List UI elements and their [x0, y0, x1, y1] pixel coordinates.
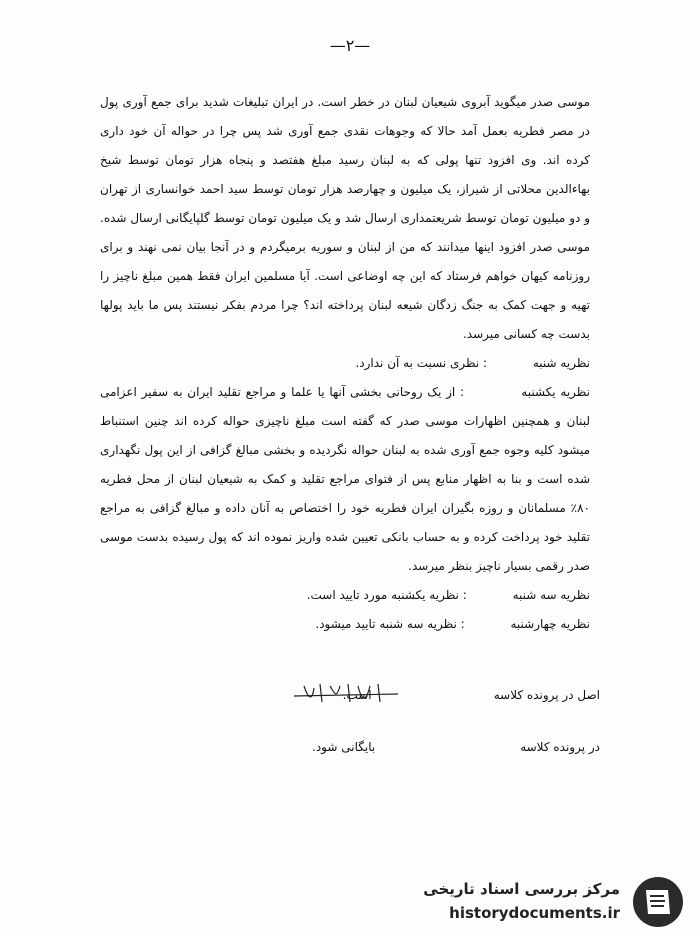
file-reference-copy — [312, 740, 600, 754]
file-reference-original-suffix: است. — [342, 688, 372, 702]
analysis-tuesday — [100, 581, 590, 610]
document-archive-icon — [630, 874, 686, 930]
file-reference-copy-suffix: بایگانی شود. — [312, 740, 376, 754]
analysis-saturday — [100, 349, 590, 378]
analysis-tuesday-text: : نظریه یکشنبه مورد تایید است. — [306, 588, 467, 602]
file-reference-copy-label: در پرونده کلاسه — [520, 740, 600, 754]
blank-line — [471, 588, 509, 602]
watermark-title: مرکز بررسی اسناد تاریخی — [423, 880, 620, 898]
watermark — [402, 872, 692, 932]
blank-line — [491, 356, 529, 370]
blank-line — [469, 385, 517, 399]
analysis-wednesday-label: نظریه چهارشنبه — [510, 617, 590, 631]
paragraph-1: موسی صدر میگوید آبروی شیعیان لبنان در خطر است. در ایران تبلیغات شدید برای جمع آوری پول در مصر فطریه بعمل آمد حالا که وجوهات نقدی جمع آوری شد پس چرا در حواله آن خود داری کرده اند. وی افزود تنها پولی که به لبنان رسید مبلغ هفتصد و پنجاه هزار تومان توسط شیخ بهاءالدین محلاتی از شیراز، یک میلیون و چهارصد هزار تومان توسط سید احمد خوانساری از تهران و دو میلیون تومان توسط شریعتمداری ارسال شد و یک میلیون تومان توسط گلپایگانی ارسال شده. موسی صدر افزود اینها میدانند که من از لبنان و سوریه برمیگردم و در آنجا بیان نمی نهند و برای روزنامه کیهان خواهم فرستاد که این چه اوضاعی است. آیا مسلمین ایران فقط همین مبلغ ناچیز را تهیه و جهت کمک به جنگ زدگان شیعه لبنان پرداخته اند؟ چرا مردم بفکر نیستند پس ما باید پولها بدست چه کسانی میرسد. — [100, 95, 590, 341]
document-body — [100, 88, 590, 639]
analysis-saturday-label: نظریه شنبه — [532, 356, 590, 370]
blank-line — [379, 740, 516, 754]
analysis-saturday-text: : نظری نسبت به آن ندارد. — [355, 356, 488, 370]
file-reference-original-label: اصل در پرونده کلاسه — [493, 688, 600, 702]
blank-line — [468, 617, 506, 631]
analysis-wednesday — [100, 610, 590, 639]
analysis-sunday-label: نظریه یکشنبه — [521, 385, 590, 399]
analysis-wednesday-text: : نظریه سه شنبه تایید میشود. — [315, 617, 465, 631]
analysis-tuesday-label: نظریه سه شنبه — [512, 588, 590, 602]
handwritten-number-scribble — [290, 678, 400, 708]
analysis-sunday — [100, 378, 590, 581]
analysis-sunday-text: : از یک روحانی بخشی آنها یا علما و مراجع تقلید ایران به سفیر اعزامی لبنان و همچنین اظهارات موسی صدر که گفته است مبلغ ناچیزی حواله کرده اند چنین استنباط میشود کلیه وجوه جمع آوری شده به لبنان حواله نگردیده و بخشی مبالغ گزافی از این پول نگهداری شده است و بنا به اظهار منابع پس از فتوای مراجع تقلید و کمک به شیعیان لبنان از محل فطریه ۸۰٪ مسلمانان و روزه بگیران ایران فطریه خود را اختصاص به آنان داده و مبالغ گزافی به مراجع تقلید خود پرداخت کرده و به حساب بانکی تعیین شده واریز نموده اند که پول رسیده بدست موسی صدر رقمی بسیار ناچیز بنظر میرسد. — [100, 385, 590, 573]
watermark-url: historydocuments.ir — [449, 904, 620, 922]
page-number: —۲— — [329, 36, 371, 55]
